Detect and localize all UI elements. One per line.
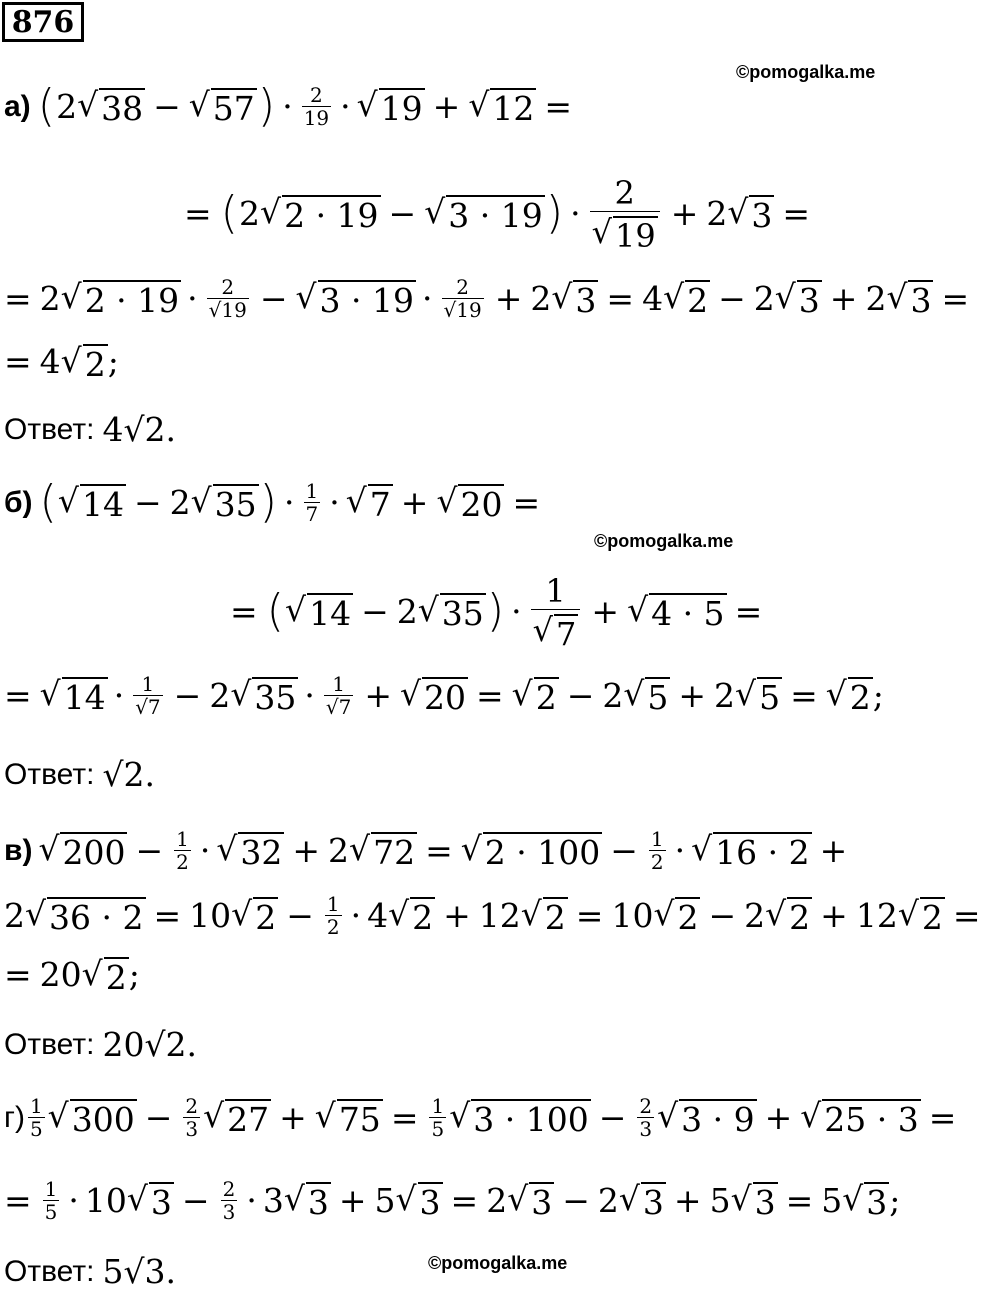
part-b-answer [4,755,155,795]
part-b-line-1: б) ( √ 14 − 2 √ 35 ) · $\frac{1}{7}$ · √ 7 + √ 20 = [4,476,541,529]
part-g-line-1: г) $\frac{1}{5}$ √ 300 − $\frac{2}{3}$ √ 27 + √ 75 = $\frac{1}{5}$ √ 3 · 100 − $\frac{2}{3}$ √ 3 · 9 + √ 25 · 3 = [4,1094,957,1141]
part-v-label: в) [4,833,33,867]
part-v-line-3: = 20 √ 2 ; [4,953,140,997]
answer-value: 5√3. [102,1252,176,1291]
part-a-line-3: = 2 √ 2 · 19 · $\frac{2}{√19}$ − √ 3 · 19 · $\frac{2}{√19}$ + 2 √ 3 = 4 √ 2 − 2 √ 3 + 2 √ 3 = [4,275,970,322]
watermark: ©pomogalka.me [594,531,734,551]
answer-value: √2. [102,755,155,794]
part-b-line-2: = ( √ 14 − 2 √ 35 ) · 1 √ 7 + √ 4 · 5 = [230,572,763,653]
answer-label: Ответ: [4,1028,95,1061]
problem-number: 876 [2,2,84,42]
answer-label: Ответ: [4,1255,95,1288]
part-a-label: а) [4,89,31,123]
part-v-answer [4,1025,197,1065]
part-a-line-4: = 4 √ 2 ; [4,340,119,384]
part-g-answer [4,1252,176,1292]
part-a-line-2: = ( 2 √ 2 · 19 − √ 3 · 19 ) · 2 √ 19 + 2 √ 3 = [184,174,811,255]
part-b-label: б) [4,485,33,519]
part-g-label: г) [4,1100,25,1134]
answer-value: 20√2. [102,1025,197,1064]
watermark: ©pomogalka.me [428,1253,568,1273]
part-g-line-2: = $\frac{1}{5}$ · 10 √ 3 − $\frac{2}{3}$ · 3 √ 3 + 5 √ 3 = 2 √ 3 − 2 √ 3 + 5 √ 3 = 5 √ 3 ; [4,1177,901,1224]
part-v-line-2: 2 √ 36 · 2 = 10 √ 2 − $\frac{1}{2}$ · 4 √ 2 + 12 √ 2 = 10 √ 2 − 2 √ 2 + 12 √ 2 = [4,892,981,939]
answer-label: Ответ: [4,758,95,791]
part-v-line-1: в) √ 200 − $\frac{1}{2}$ · √ 32 + 2 √ 72 = √ 2 · 100 − $\frac{1}{2}$ · √ 16 · 2 + [4,827,848,874]
watermark: ©pomogalka.me [736,62,876,82]
answer-value: 4√2. [102,410,176,449]
part-a-line-1: а) ( 2 √ 38 − √ 57 ) · $\frac{2}{19}$ · √ 19 + √ 12 = [4,80,573,133]
answer-label: Ответ: [4,413,95,446]
part-b-line-3: = √ 14 · $\frac{1}{√7}$ − 2 √ 35 · $\frac{1}{√7}$ + √ 20 = √ 2 − 2 √ 5 + 2 √ 5 = √ 2 ; [4,672,884,719]
part-a-answer [4,410,176,450]
